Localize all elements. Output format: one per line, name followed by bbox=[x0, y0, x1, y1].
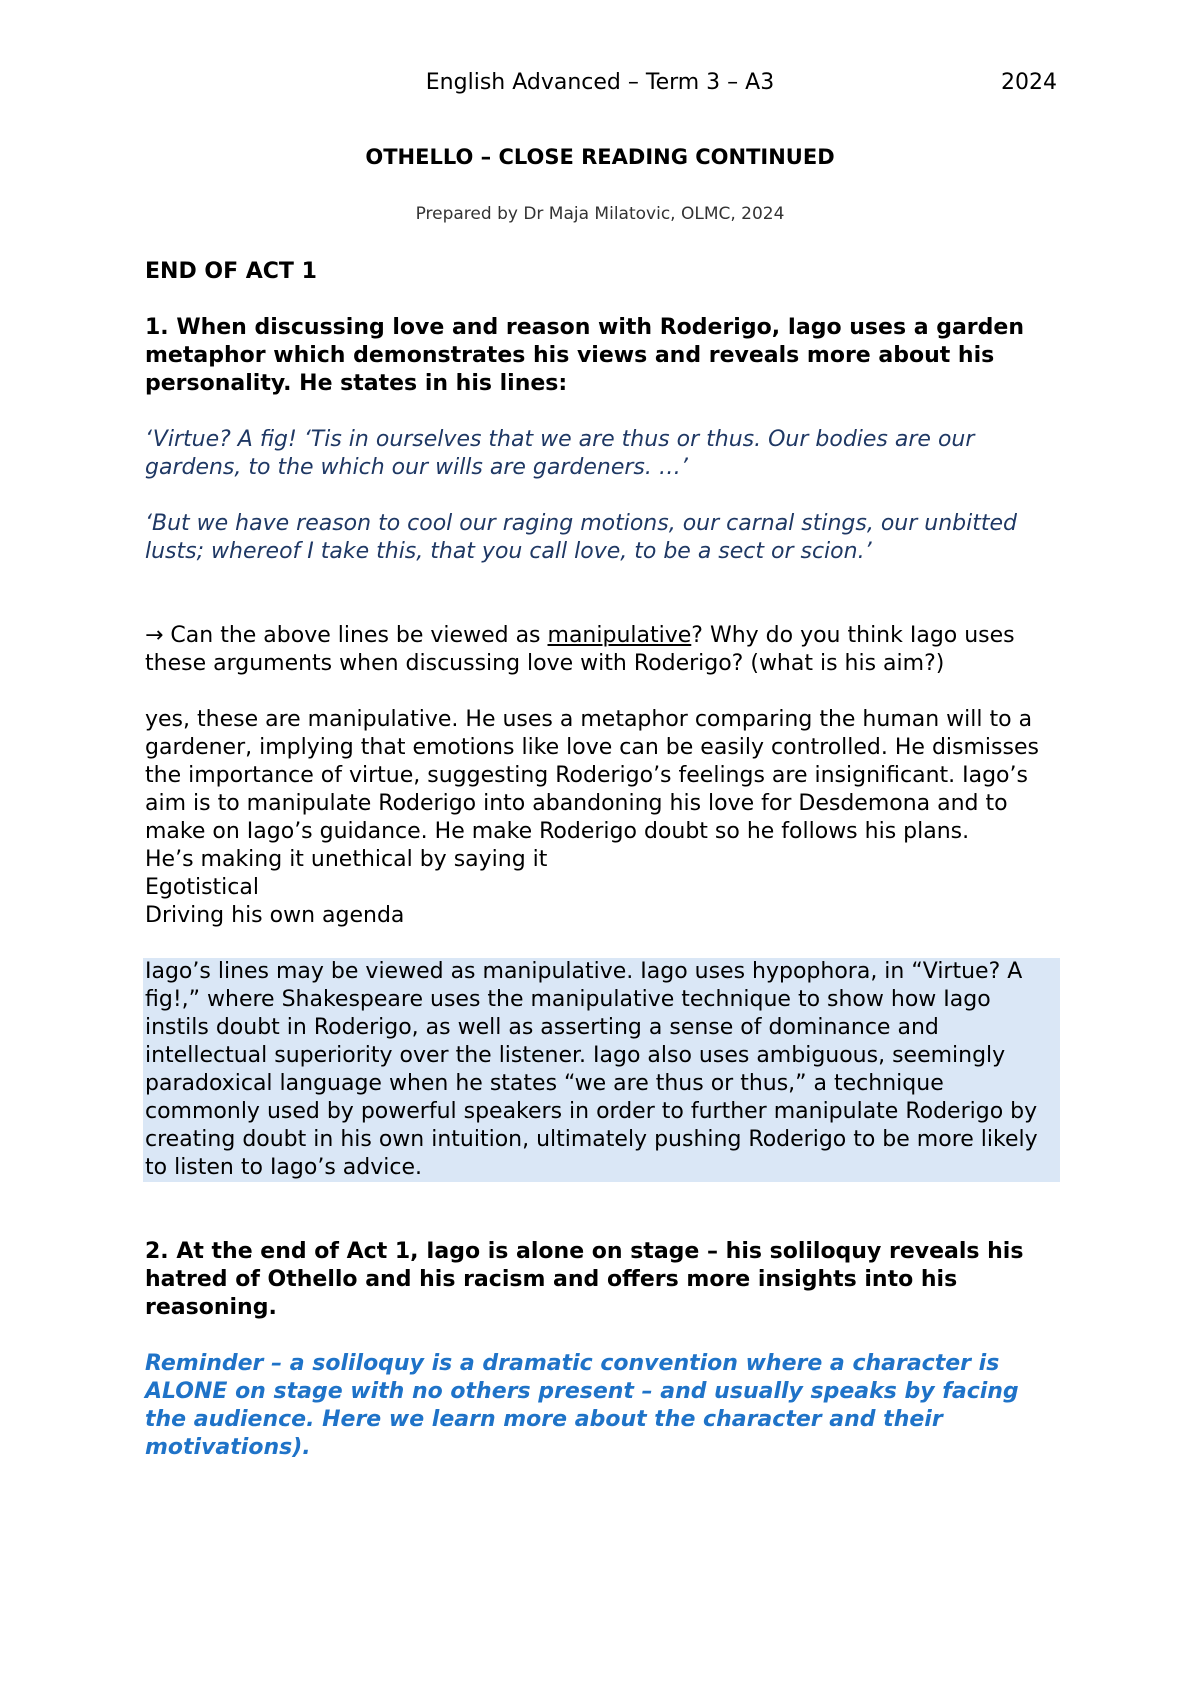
student-answer bbox=[145, 706, 1060, 930]
reminder-note: Reminder – a soliloquy is a dramatic convention where a character is ALONE on stage with no others present – and usually speaks by facing the audience. Here we learn more about the character and their motivations). bbox=[145, 1351, 1019, 1460]
discussion-prompt bbox=[145, 622, 1060, 678]
arrow-icon: → bbox=[145, 623, 164, 648]
document-body bbox=[145, 258, 1060, 1462]
prompt-text-before: Can the above lines be viewed as bbox=[163, 623, 548, 648]
header-year: 2024 bbox=[1001, 70, 1057, 95]
quote-1: ‘Virtue? A fig! ‘Tis in ourselves that we are thus or thus. Our bodies are our gardens, to the which our wills are gardeners. …’ bbox=[145, 427, 975, 480]
student-answer-paragraph: yes, these are manipulative. He uses a metaphor comparing the human will to a gardener, implying that emotions like love can be easily controlled. He dismisses the importance of virtue, suggesting Roderigo’s feelings are insignificant. Iago’s aim is to manipulate Roderigo into abandoning his love for Desdemona and to make on Iago’s guidance. He make Roderigo doubt so he follows his plans. bbox=[145, 707, 1039, 844]
document-title: OTHELLO – CLOSE READING CONTINUED bbox=[365, 145, 835, 169]
question-1: 1. When discussing love and reason with Roderigo, Iago uses a garden metaphor which demonstrates his views and reveals more about his personality. He states in his lines: bbox=[145, 315, 1024, 396]
document-subtitle: Prepared by Dr Maja Milatovic, OLMC, 2024 bbox=[415, 204, 785, 224]
prompt-underlined-word: manipulative bbox=[547, 623, 692, 648]
question-2: 2. At the end of Act 1, Iago is alone on stage – his soliloquy reveals his hatred of Othello and his racism and offers more insights into his reasoning. bbox=[145, 1239, 1024, 1320]
student-answer-line-2: Egotistical bbox=[145, 875, 259, 900]
model-answer-highlighted: Iago’s lines may be viewed as manipulative. Iago uses hypophora, in “Virtue? A fig!,” where Shakespeare uses the manipulative technique to show how Iago instils doubt in Roderigo, as well as asserting a sense of dominance and intellectual superiority over the listener. Iago also uses ambiguous, seemingly paradoxical language when he states “we are thus or thus,” a technique commonly used by powerful speakers in order to further manipulate Roderigo by creating doubt in his own intuition, ultimately pushing Roderigo to be more likely to listen to Iago’s advice. bbox=[143, 958, 1060, 1182]
section-heading: END OF ACT 1 bbox=[145, 259, 317, 284]
quote-2: ‘But we have reason to cool our raging motions, our carnal stings, our unbitted lusts; whereof I take this, that you call love, to be a sect or scion.’ bbox=[145, 511, 1017, 564]
header-course: English Advanced – Term 3 – A3 bbox=[425, 70, 775, 95]
prompt-text-after: ? Why do you think Iago uses these arguments when discussing love with Roderigo? (what is his aim?) bbox=[145, 623, 1015, 676]
student-answer-line-1: He’s making it unethical by saying it bbox=[145, 847, 548, 872]
student-answer-line-3: Driving his own agenda bbox=[145, 903, 405, 928]
